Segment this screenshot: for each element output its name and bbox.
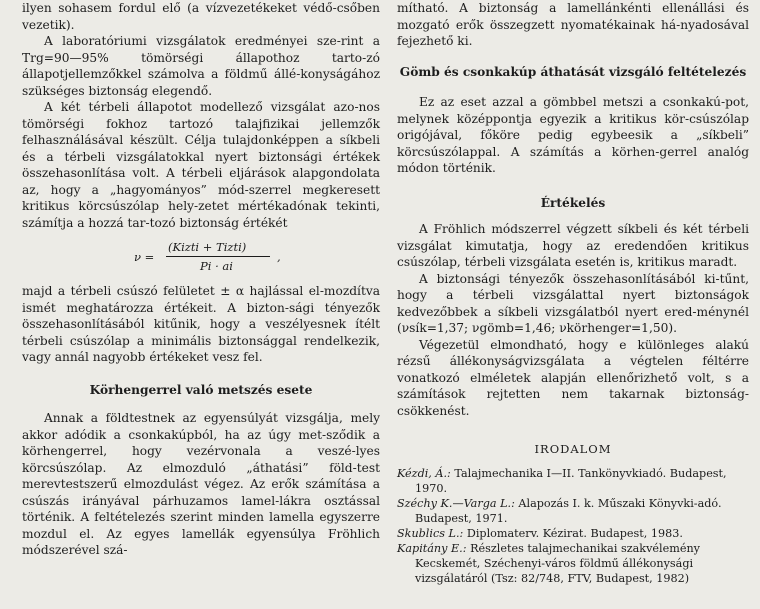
references-title: IRODALOM [534, 442, 612, 456]
paragraph: Ez az eset azzal a gömbbel metszi a csonkakú-pot, melynek középpontja egyezik a kritikus kör-csúszólap origójával, főköre pedig egybeesik a „síkbeli” körcsúszólappal. A számítás a körhen-gerrel analóg módon történik. [397, 95, 749, 175]
section-heading: Értékelés [540, 195, 606, 210]
formula-denominator: Pi · ai [200, 259, 233, 273]
fraction-bar [166, 256, 270, 257]
section-heading: Gömb és csonkakúp áthatását vizsgáló feltételezés [399, 64, 747, 79]
formula-numerator: (Kizti + Tizti) [168, 240, 247, 254]
reference-text: Diplomaterv. Kézirat. Budapest, 1983. [466, 526, 683, 540]
formula-end: , [277, 250, 281, 264]
paragraph: ilyen sohasem fordul elő (a vízvezetékeket védő-csőben vezetik). [22, 1, 380, 32]
reference-item [397, 496, 749, 526]
right-column [397, 0, 749, 586]
left-column [22, 0, 380, 559]
reference-author: Széchy K.—Varga L.: [397, 496, 515, 510]
reference-list [397, 466, 749, 586]
paragraph: majd a térbeli csúszó felületet ± α hajlással el-mozdítva ismét meghatározza értékeit. A bizton-sági tényezők összehasonlításából kitűnik, hogy a veszélyesnek ítélt térbeli csúszólap a minimális biztonsággal rendelkezik, vagy annál nagyobb értékeket vesz fel. [22, 284, 380, 364]
reference-author: Kapitány E.: [397, 541, 467, 555]
reference-text: Alapozás I. k. Műszaki Könyvki-adó. Budapest, 1971. [415, 496, 722, 525]
paragraph: A két térbeli állapotot modellező vizsgálat azo-nos tömörségi fokhoz tartozó talajfizikai jellemzők felhasználásával készült. Célja tulajdonképpen a síkbeli és a térbeli vizsgálatokkal nyert biztonsági értékek összehasonlítása volt. A térbeli eljárások alapgondolata az, hogy a „hagyományos” mód-szerrel megkeresett kritikus körcsúszólap hely-zetet mértékadónak tekinti, számítja a hozzá tar-tozó biztonság értékét [22, 100, 380, 230]
reference-text: Talajmechanika I—II. Tankönyvkiadó. Budapest, 1970. [415, 466, 727, 495]
reference-item [397, 541, 749, 586]
reference-item [397, 466, 749, 496]
paragraph: mítható. A biztonság a lamellánkénti ellenállási és mozgató erők összegzett nyomatékainak há-nyadosával fejezhető ki. [397, 1, 749, 48]
paragraph: Annak a földtestnek az egyensúlyát vizsgálja, mely akkor adódik a csonkakúpból, ha az úgy met-sződik a körhengerrel, hogy vezérvonala a veszé-lyes körcsúszólap. Az elmozduló „áthatási” föld-test merevtestszerű elmozdulást végez. Az erők számítása a csúszás irányával párhuzamos lamel-lákra osztással történik. A feltételezés szerint minden lamella egyszerre mozdul el. Az egyes lamellák egyensúlya Fröhlich módszerével szá- [22, 411, 380, 557]
formula-lhs: ν = [134, 250, 155, 264]
reference-item [397, 526, 749, 541]
paragraph: A laboratóriumi vizsgálatok eredményei sze-rint a Trg=90—95% tömörségi állapothoz tarto-zó állapotjellemzőkkel számolva a földmű állé-konyságához szükséges biztonság elegendő. [22, 34, 380, 98]
reference-text: Részletes talajmechanikai szakvélemény Kecskemét, Széchenyi-város földmű állékonysági vizsgálatáról (Tsz: 82/748, FTV, Budapest, 1982) [415, 541, 700, 585]
reference-author: Kézdi, Á.: [397, 466, 451, 480]
paragraph: Végezetül elmondható, hogy e különleges alakú rézsű állékonyságvizsgálata a végtelen féltérre vonatkozó elméletek alapján ellenőrizhető volt, s a számítások rejtetten nem takarnak biztonság-csökkenést. [397, 337, 749, 418]
paragraph: A Fröhlich módszerrel végzett síkbeli és két térbeli vizsgálat kimutatja, hogy az eredendően kritikus csúszólap, térbeli vizsgálata esetén is, kritikus maradt. [397, 222, 749, 269]
safety-factor-formula [22, 237, 380, 279]
reference-author: Skublics L.: [397, 526, 464, 540]
paragraph: A biztonsági tényezők összehasonlításából ki-tűnt, hogy a térbeli vizsgálattal nyert biztonságok kedvezőbbek a síkbeli vizsgálatból nyert ered-ménynél (νsík=1,37; νgömb=1,46; νkörhenger=1,50). [397, 271, 749, 335]
section-heading: Körhengerrel való metszés esete [89, 382, 313, 397]
